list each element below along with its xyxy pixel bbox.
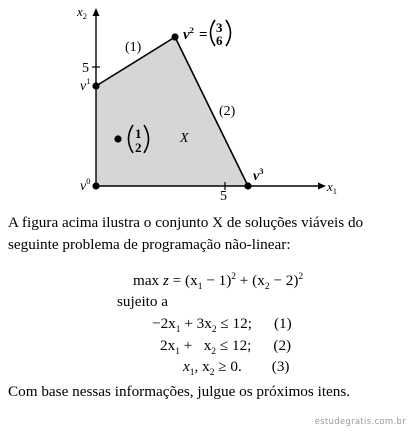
- vertex-v2-col-top: 3: [216, 20, 223, 35]
- y-axis-arrow: [93, 8, 100, 16]
- vertex-v2-left-paren: [211, 20, 216, 46]
- vertex-v2-col-bottom: 6: [216, 33, 223, 48]
- vertex-v3-dot: [244, 182, 251, 189]
- x-axis-arrow: [318, 183, 326, 190]
- constraint-label-1: (1): [125, 40, 142, 55]
- vertex-v2-dot: [171, 33, 178, 40]
- vertex-v2-label: [183, 20, 231, 48]
- site-watermark: estudegratis.com.br: [314, 417, 406, 427]
- x2-axis-label: $x_2$: [77, 4, 88, 21]
- svg-text:=: =: [199, 27, 208, 43]
- vertex-v0-dot: [92, 182, 99, 189]
- point-col-top: 1: [135, 126, 142, 141]
- vertex-v3-label: $v^3$: [253, 166, 264, 184]
- intro-paragraph: A figura acima ilustra o conjunto X de soluções viáveis do seguinte problema de programação não-linear:: [8, 214, 364, 253]
- point-1-2-dot: [114, 135, 121, 142]
- x-tick-label-5: 5: [220, 189, 227, 204]
- vertex-v0-label: $v^0$: [80, 176, 91, 194]
- svg-text:v2: $v^2$: [183, 25, 194, 43]
- constraint-2: $2x_1 + x_2 \le 12$; (2): [160, 337, 292, 358]
- constraint-label-2: (2): [219, 104, 236, 119]
- closing-paragraph: Com base nessas informações, julgue os próximos itens.: [8, 383, 351, 400]
- x1-axis-label: $x_1$: [327, 179, 338, 196]
- region-label: X: [180, 131, 189, 146]
- vertex-v2-right-paren: [226, 20, 231, 46]
- vertex-v1-dot: [92, 82, 99, 89]
- constraint-3: $x_1$, $x_2 \ge 0$. (3): [183, 358, 290, 379]
- y-tick-label-5: 5: [82, 61, 89, 76]
- objective-function: $\max z = (x_1 - 1)^2 + (x_2 - 2)^2$: [133, 271, 304, 293]
- subject-to-label: sujeito a: [117, 293, 169, 310]
- feasible-region-figure: [0, 0, 412, 210]
- constraint-1: $-2x_1 + 3x_2 \le 12$; (1): [152, 315, 292, 336]
- point-col-bottom: 2: [135, 140, 142, 155]
- vertex-v1-label: $v^1$: [80, 76, 91, 94]
